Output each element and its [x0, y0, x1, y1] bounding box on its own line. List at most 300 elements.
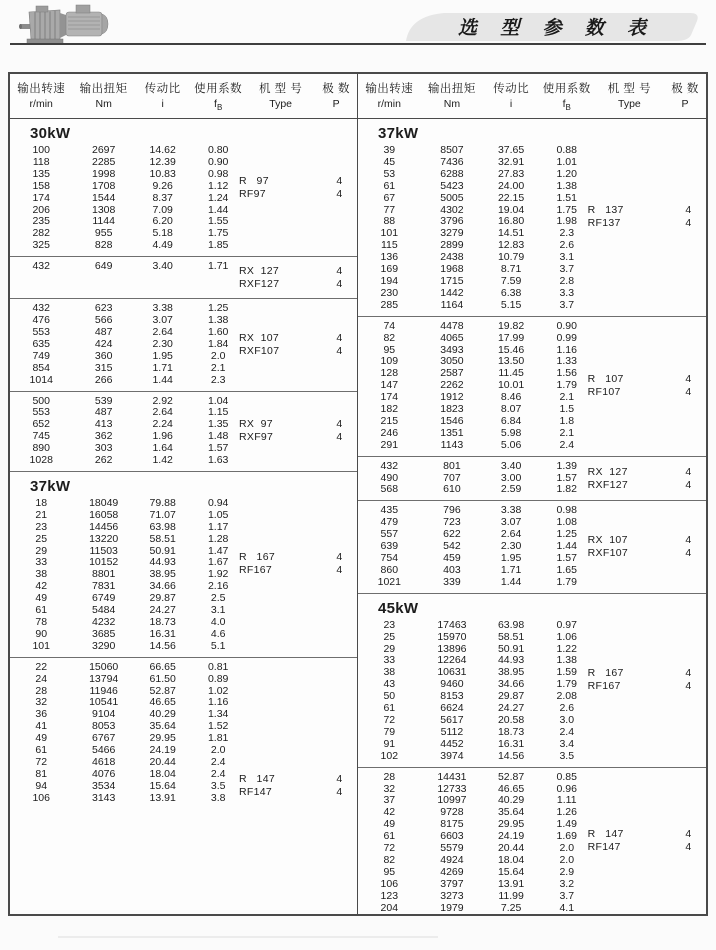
ratio-cell: 15.64	[149, 779, 176, 792]
data-row	[10, 363, 357, 375]
torque-cell: 3143	[92, 791, 116, 804]
speed-cell: 325	[32, 239, 50, 252]
type-line	[588, 828, 706, 841]
service-factor-cell: 0.88	[556, 144, 577, 156]
type-line	[588, 373, 706, 386]
service-factor-cell: 0.90	[556, 319, 577, 332]
service-factor-cell: 1.44	[207, 203, 229, 216]
ratio-cell: 10.79	[497, 251, 525, 264]
ratio-cell: 1.44	[152, 373, 173, 386]
torque-cell: 10631	[437, 666, 467, 679]
ratio-cell: 5.06	[500, 438, 522, 451]
service-factor-cell: 4.6	[210, 627, 226, 640]
service-factor-cell: 0.97	[556, 618, 577, 631]
service-factor-cell: 3.7	[559, 298, 575, 311]
service-factor-cell: 1.92	[207, 568, 229, 581]
speed-cell: 568	[380, 483, 399, 496]
torque-cell: 5484	[92, 604, 116, 617]
torque-cell: 3974	[440, 749, 464, 762]
type-block	[588, 828, 706, 854]
speed-cell: 115	[380, 239, 398, 252]
speed-cell: 61	[383, 830, 396, 843]
speed-cell: 230	[380, 286, 399, 299]
header-unit-main: Type	[269, 97, 293, 110]
service-factor-cell: 1.26	[556, 806, 577, 819]
speed-cell: 204	[380, 901, 399, 914]
ratio-cell: 2.92	[152, 394, 173, 407]
ratio-cell: 24.19	[497, 830, 525, 843]
torque-cell: 1351	[440, 426, 464, 439]
data-row	[358, 784, 706, 796]
pole-count: 4	[685, 478, 692, 491]
ratio-cell: 44.93	[149, 556, 176, 569]
service-factor-cell: 1.05	[207, 508, 229, 521]
power-section-label: 30kW	[30, 125, 71, 142]
torque-cell: 828	[94, 239, 113, 252]
torque-cell: 10541	[89, 696, 119, 709]
type-line	[588, 386, 706, 399]
service-factor-cell: 1.34	[207, 708, 229, 721]
type-name: R 167	[587, 667, 624, 680]
ratio-cell: 14.56	[497, 749, 525, 762]
pole-count: 4	[685, 373, 692, 386]
header-cell	[539, 80, 595, 112]
data-row	[10, 697, 357, 709]
data-row	[10, 593, 357, 605]
data-row	[358, 169, 706, 181]
torque-cell: 6624	[440, 702, 464, 715]
service-factor-cell: 1.47	[207, 544, 229, 557]
ratio-cell: 2.64	[500, 528, 522, 541]
ratio-cell: 9.26	[152, 179, 173, 192]
speed-cell: 74	[383, 319, 396, 332]
service-factor-cell: 2.9	[559, 865, 575, 878]
header-unit	[595, 98, 665, 110]
type-name: RF137	[587, 217, 621, 230]
header-unit-main: f	[562, 97, 566, 110]
speed-cell: 61	[35, 604, 48, 617]
ratio-cell: 14.51	[497, 227, 525, 240]
ratio-cell: 8.37	[152, 191, 173, 204]
rating-group	[10, 391, 357, 471]
torque-cell: 6603	[440, 830, 464, 843]
header-cell	[72, 80, 134, 112]
rating-group	[358, 456, 706, 501]
header-unit	[315, 98, 357, 110]
title-banner	[398, 7, 706, 45]
service-factor-cell: 4.1	[559, 901, 575, 914]
speed-cell: 135	[32, 167, 50, 180]
speed-cell: 102	[380, 749, 399, 762]
ratio-cell: 16.31	[149, 627, 176, 640]
service-factor-cell: 1.20	[556, 167, 577, 180]
torque-cell: 424	[94, 337, 113, 350]
ratio-cell: 1.95	[500, 552, 522, 564]
data-row	[358, 240, 706, 252]
ratio-cell: 66.65	[149, 660, 176, 673]
service-factor-cell: 1.04	[207, 394, 229, 407]
torque-cell: 339	[443, 575, 461, 588]
service-factor-cell: 1.57	[556, 552, 577, 564]
service-factor-cell: 1.81	[207, 732, 229, 745]
speed-cell: 42	[383, 806, 396, 819]
data-row	[10, 396, 357, 408]
service-factor-cell: 1.24	[207, 191, 229, 204]
ratio-cell: 3.38	[152, 302, 173, 315]
service-factor-cell: 1.02	[207, 684, 229, 697]
service-factor-cell: 1.98	[556, 215, 577, 228]
service-factor-cell: 0.89	[207, 672, 229, 685]
pole-count: 4	[685, 667, 692, 680]
service-factor-cell: 2.08	[556, 690, 577, 703]
data-row	[358, 517, 706, 529]
header-label-cn: 机 型 号	[607, 82, 652, 95]
ratio-cell: 22.15	[497, 191, 525, 204]
header-unit-main: i	[509, 97, 513, 110]
data-row	[10, 745, 357, 757]
ratio-cell: 1.71	[152, 361, 173, 374]
torque-cell: 566	[94, 314, 113, 327]
service-factor-cell: 1.79	[556, 379, 577, 392]
torque-cell: 8175	[440, 818, 464, 831]
torque-cell: 7831	[92, 580, 116, 593]
header-unit	[539, 98, 595, 112]
ratio-cell: 4.49	[152, 239, 173, 252]
header-label-cn: 输出扭矩	[79, 82, 128, 95]
service-factor-cell: 2.6	[559, 702, 575, 715]
service-factor-cell: 3.1	[559, 251, 575, 264]
pole-count: 4	[336, 264, 343, 277]
service-factor-cell: 2.0	[210, 744, 226, 757]
speed-cell: 61	[383, 702, 396, 715]
rating-group	[358, 593, 706, 767]
pole-count: 4	[685, 386, 692, 399]
speed-cell: 174	[32, 191, 50, 204]
type-line	[239, 418, 357, 431]
type-name: R 147	[587, 827, 624, 840]
ratio-cell: 1.44	[500, 575, 522, 588]
header-label-cn: 使用系数	[542, 82, 591, 95]
ratio-cell: 18.73	[149, 616, 176, 628]
header-label-cn: 极 数	[671, 82, 699, 95]
selection-parameter-table	[8, 72, 708, 916]
torque-cell: 16058	[89, 508, 119, 521]
data-row	[10, 216, 357, 228]
ratio-cell: 6.84	[500, 414, 522, 427]
service-factor-cell: 2.4	[559, 725, 575, 738]
torque-cell: 13220	[89, 532, 119, 545]
ratio-cell: 8.07	[500, 403, 522, 416]
ratio-cell: 7.25	[500, 901, 522, 914]
torque-cell: 3534	[92, 779, 116, 792]
ratio-cell: 35.64	[497, 806, 525, 819]
torque-cell: 542	[443, 540, 461, 553]
service-factor-cell: 1.16	[556, 343, 577, 356]
speed-cell: 78	[35, 616, 48, 628]
service-factor-cell: 1.17	[207, 520, 229, 533]
torque-cell: 14456	[89, 520, 119, 533]
speed-cell: 136	[380, 251, 399, 264]
service-factor-cell: 1.55	[207, 215, 229, 228]
speed-cell: 435	[380, 504, 399, 517]
speed-cell: 147	[380, 379, 399, 392]
type-line	[239, 564, 357, 577]
ratio-cell: 3.40	[500, 459, 522, 472]
speed-cell: 50	[383, 690, 396, 703]
speed-cell: 500	[32, 394, 50, 407]
ratio-cell: 50.91	[497, 642, 525, 655]
ratio-cell: 1.96	[152, 430, 173, 443]
header-unit	[664, 98, 706, 110]
ratio-cell: 11.99	[498, 889, 524, 902]
type-line	[239, 332, 357, 345]
torque-cell: 5112	[440, 725, 464, 738]
service-factor-cell: 1.79	[556, 575, 577, 588]
power-section-label: 45kW	[378, 599, 419, 617]
type-line	[239, 188, 357, 201]
header-unit	[135, 98, 191, 110]
data-row	[358, 577, 706, 589]
ratio-cell: 20.58	[497, 713, 525, 726]
service-factor-cell: 1.39	[556, 459, 577, 472]
data-row	[10, 581, 357, 593]
ratio-cell: 13.50	[497, 355, 525, 368]
service-factor-cell: 2.1	[210, 361, 226, 374]
speed-cell: 101	[32, 639, 50, 652]
ratio-cell: 63.98	[149, 520, 176, 533]
service-factor-cell: 1.75	[207, 227, 229, 240]
data-row	[358, 356, 706, 368]
service-factor-cell: 1.57	[207, 442, 229, 455]
ratio-cell: 44.93	[497, 654, 525, 667]
data-row	[10, 733, 357, 745]
speed-cell: 29	[35, 544, 48, 557]
pole-count: 4	[685, 680, 692, 693]
ratio-cell: 19.04	[497, 203, 525, 216]
data-row	[10, 510, 357, 522]
header-label-cn: 输出转速	[365, 82, 414, 95]
data-row	[358, 620, 706, 632]
torque-cell: 4269	[440, 865, 464, 878]
data-row	[358, 345, 706, 357]
service-factor-cell: 2.0	[210, 349, 226, 362]
header-cell	[483, 80, 539, 112]
pole-count: 4	[685, 204, 692, 217]
torque-cell: 4478	[440, 319, 464, 332]
speed-cell: 24	[35, 672, 48, 685]
type-block	[588, 204, 706, 230]
speed-cell: 38	[383, 666, 396, 679]
torque-cell: 11946	[89, 684, 118, 697]
data-row	[10, 674, 357, 686]
type-line	[588, 479, 706, 492]
torque-cell: 12733	[437, 782, 467, 795]
data-row	[358, 795, 706, 807]
type-name: RXF107	[587, 547, 628, 560]
header-unit-main: r/min	[377, 97, 401, 110]
ratio-cell: 24.27	[497, 702, 525, 715]
data-row	[358, 644, 706, 656]
speed-cell: 635	[32, 337, 50, 350]
type-block	[239, 332, 357, 358]
speed-cell: 28	[35, 684, 48, 697]
torque-cell: 3796	[440, 215, 464, 228]
header-cell	[358, 80, 421, 112]
ratio-cell: 2.30	[500, 540, 522, 553]
torque-cell: 1546	[440, 414, 464, 427]
torque-cell: 6749	[92, 592, 116, 605]
service-factor-cell: 2.0	[559, 853, 575, 866]
service-factor-cell: 3.7	[559, 889, 575, 902]
type-line	[239, 278, 357, 291]
torque-cell: 4452	[440, 737, 464, 750]
ratio-cell: 16.31	[497, 737, 525, 750]
header-cell	[246, 80, 315, 112]
speed-cell: 25	[35, 532, 48, 545]
service-factor-cell: 3.0	[559, 713, 575, 726]
speed-cell: 182	[380, 403, 399, 416]
speed-cell: 118	[32, 155, 50, 168]
type-name: RX 107	[587, 534, 628, 547]
ratio-cell: 20.44	[149, 755, 176, 768]
torque-cell: 623	[94, 302, 113, 315]
ratio-cell: 2.64	[152, 325, 173, 338]
ratio-cell: 34.66	[497, 678, 525, 691]
torque-cell: 11503	[89, 544, 118, 557]
data-row	[358, 505, 706, 517]
data-row	[10, 662, 357, 674]
service-factor-cell: 3.1	[210, 604, 226, 617]
speed-cell: 41	[35, 720, 48, 733]
service-factor-cell: 2.0	[559, 842, 575, 855]
torque-cell: 610	[443, 483, 461, 496]
speed-cell: 101	[380, 227, 399, 240]
rating-group	[10, 298, 357, 390]
type-block	[588, 373, 706, 399]
data-row	[358, 276, 706, 288]
ratio-cell: 20.44	[497, 842, 525, 855]
ratio-cell: 1.64	[152, 442, 173, 455]
pole-count: 4	[336, 418, 343, 431]
service-factor-cell: 2.3	[210, 373, 226, 386]
torque-cell: 2587	[440, 367, 464, 380]
service-factor-cell: 1.57	[556, 471, 577, 484]
rating-group	[358, 767, 706, 914]
data-row	[358, 632, 706, 644]
service-factor-cell: 2.3	[559, 227, 575, 240]
type-line	[239, 265, 357, 278]
service-factor-cell: 1.16	[207, 696, 229, 709]
data-row	[358, 440, 706, 452]
torque-cell: 1979	[440, 901, 464, 914]
speed-cell: 860	[380, 563, 399, 576]
torque-cell: 5466	[92, 744, 116, 757]
torque-cell: 12264	[437, 654, 467, 667]
service-factor-cell: 2.1	[559, 391, 575, 404]
speed-cell: 72	[35, 755, 48, 768]
torque-cell: 413	[94, 418, 113, 431]
type-line	[588, 466, 706, 479]
type-name: RXF127	[587, 478, 628, 491]
data-row	[358, 739, 706, 751]
header-label-cn: 使用系数	[194, 82, 243, 95]
speed-cell: 745	[32, 430, 50, 443]
service-factor-cell: 1.82	[556, 483, 577, 496]
torque-cell: 539	[94, 394, 113, 407]
service-factor-cell: 4.0	[210, 616, 226, 628]
header-unit-main: P	[332, 97, 340, 110]
ratio-cell: 46.65	[149, 696, 176, 709]
pole-count: 4	[336, 551, 343, 564]
speed-cell: 174	[380, 391, 399, 404]
torque-cell: 303	[94, 442, 113, 455]
data-row	[10, 498, 357, 510]
service-factor-cell: 1.15	[207, 406, 229, 419]
pole-count: 4	[336, 187, 343, 200]
ratio-cell: 58.51	[497, 630, 525, 643]
ratio-cell: 6.20	[152, 215, 173, 228]
ratio-cell: 29.95	[497, 818, 525, 831]
torque-cell: 1544	[92, 191, 116, 204]
type-name: RX 127	[587, 465, 628, 478]
ratio-cell: 14.62	[149, 144, 176, 156]
torque-cell: 5005	[440, 191, 464, 204]
data-row	[358, 891, 706, 903]
type-block	[239, 175, 357, 201]
ratio-cell: 24.00	[497, 179, 525, 192]
type-block	[239, 265, 357, 291]
speed-cell: 67	[383, 191, 396, 204]
type-line	[588, 680, 706, 693]
speed-cell: 169	[380, 263, 399, 276]
speed-cell: 553	[32, 325, 50, 338]
ratio-cell: 10.83	[149, 167, 176, 180]
service-factor-cell: 1.38	[556, 179, 577, 192]
torque-cell: 1823	[440, 403, 464, 416]
ratio-cell: 32.91	[497, 155, 525, 168]
pole-count: 4	[336, 785, 343, 798]
ratio-cell: 18.73	[497, 725, 525, 738]
data-row	[10, 721, 357, 733]
speed-cell: 90	[35, 627, 48, 640]
torque-cell: 2285	[92, 155, 116, 168]
torque-cell: 487	[94, 406, 113, 419]
type-name: R 137	[587, 204, 624, 217]
service-factor-cell: 1.85	[207, 239, 229, 252]
service-factor-cell: 3.7	[559, 263, 575, 276]
ratio-cell: 2.24	[152, 418, 173, 431]
data-row	[358, 715, 706, 727]
speed-cell: 1021	[377, 575, 401, 588]
rating-group	[10, 471, 357, 657]
header-rule	[10, 43, 706, 45]
header-unit-main: Type	[618, 97, 641, 110]
service-factor-cell: 1.71	[207, 260, 229, 273]
data-row	[358, 321, 706, 333]
type-name: RXF97	[239, 431, 274, 444]
header-unit	[246, 98, 315, 110]
service-factor-cell: 1.51	[556, 191, 577, 204]
torque-cell: 1442	[440, 286, 464, 299]
torque-cell: 10152	[89, 556, 119, 569]
ratio-cell: 63.98	[497, 618, 525, 631]
ratio-cell: 2.59	[500, 483, 522, 496]
speed-cell: 88	[383, 215, 396, 228]
speed-cell: 36	[35, 708, 48, 721]
speed-cell: 61	[383, 179, 396, 192]
ratio-cell: 18.04	[149, 767, 176, 780]
header-cell	[664, 80, 706, 112]
